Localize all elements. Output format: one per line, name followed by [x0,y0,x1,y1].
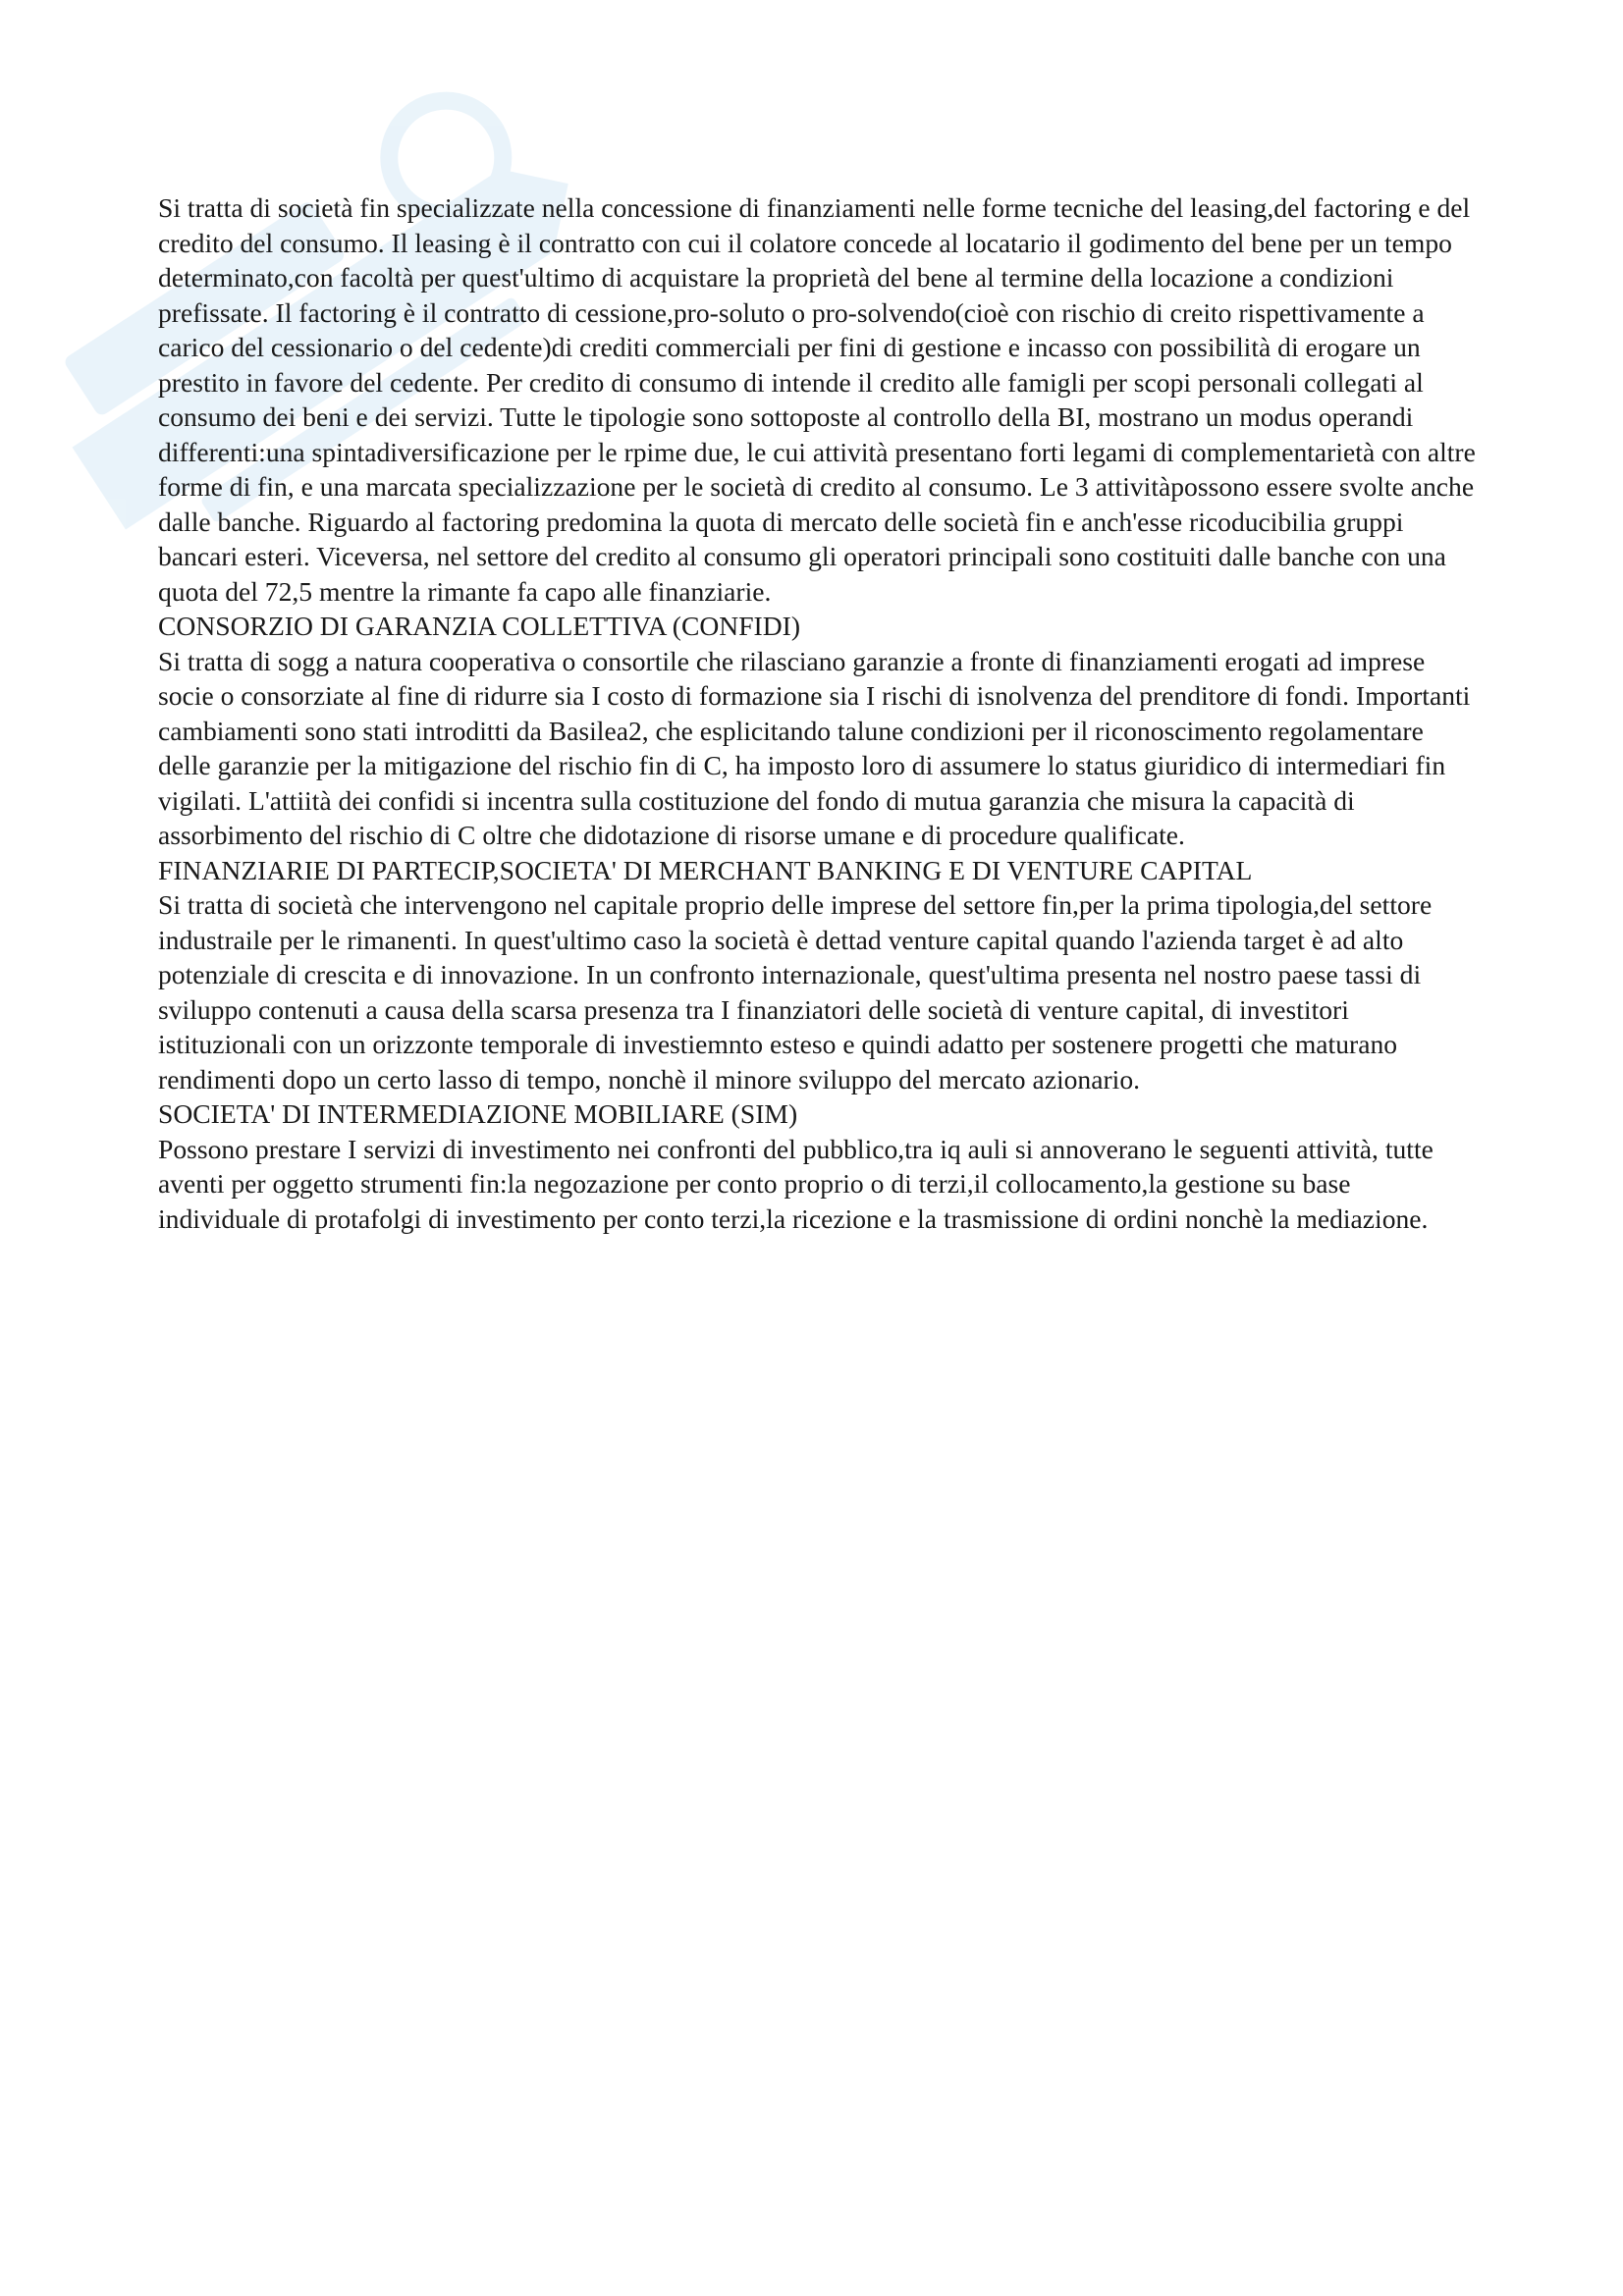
heading-finanziarie-partecipazione: FINANZIARIE DI PARTECIP,SOCIETA' DI MERCHANT BANKING E DI VENTURE CAPITAL [158,854,1253,885]
document-body [158,190,1479,1236]
paragraph-sim: Possono prestare I servizi di investimento nei confronti del pubblico,tra iq auli si annoverano le seguenti attività, tutte aventi per oggetto strumenti fin:la negozazione per conto proprio o di terzi,il collocamento,la gestione su base individuale di protafolgi di investimento per conto terzi,la ricezione e la trasmissione di ordini nonchè la mediazione. [158,1133,1434,1234]
heading-confidi: CONSORZIO DI GARANZIA COLLETTIVA (CONFIDI) [158,611,801,641]
paragraph-venture-capital: Si tratta di società che intervengono nel capitale proprio delle imprese del settore fin,per la prima tipologia,del settore industraile per le rimanenti. In quest'ultimo caso la società è dettad venture capital quando l'azienda target è ad alto potenziale di crescita e di innovazione. In un confronto internazionale, quest'ultima presenta nel nostro paese tassi di sviluppo contenuti a causa della scarsa presenza tra I finanziatori delle società di venture capital, di investitori istituzionali con un orizzonte temporale di investiemnto esteso e quindi adatto per sostenere progetti che maturano rendimenti dopo un certo lasso di tempo, nonchè il minore sviluppo del mercato azionario. [158,889,1433,1095]
paragraph-intro: Si tratta di società fin specializzate nella concessione di finanziamenti nelle forme tecniche del leasing,del factoring e del credito del consumo. Il leasing è il contratto con cui il colatore concede al locatario il godimento del bene per un tempo determinato,con facoltà per quest'ultimo di acquistare la proprietà del bene al termine della locazione a condizioni prefissate. Il factoring è il contratto di cessione,pro-soluto o pro-solvendo(cioè con rischio di creito rispettivamente a carico del cessionario o del cedente)di crediti commerciali per fini di gestione e incasso con possibilità di erogare un prestito in favore del cedente. Per credito di consumo di intende il credito alle famigli per scopi personali collegati al consumo dei beni e dei servizi. Tutte le tipologie sono sottoposte al controllo della BI, mostrano un modus operandi differenti:una spintadiversificazione per le rpime due, le cui attività presentano forti legami di complementarietà con altre forme di fin, e una marcata specializzazione per le società di credito al consumo. Le 3 attivitàpossono essere svolte anche dalle banche. Riguardo al factoring predomina la quota di mercato delle società fin e anch'esse ricoducibilia gruppi bancari esteri. Viceversa, nel settore del credito al consumo gli operatori principali sono costituiti dalle banche con una quota del 72,5 mentre la rimante fa capo alle finanziarie. [158,192,1476,607]
paragraph-confidi: Si tratta di sogg a natura cooperativa o consortile che rilasciano garanzie a fronte di finanziamenti erogati ad imprese socie o consorziate al fine di ridurre sia I costo di formazione sia I rischi di isnolvenza del prenditore di fondi. Importanti cambiamenti sono stati introditti da Basilea2, che esplicitando talune condizioni per il riconoscimento regolamentare delle garanzie per la mitigazione del rischio fin di C, ha imposto loro di assumere lo status giuridico di intermediari fin vigilati. L'attiità dei confidi si incentra sulla costituzione del fondo di mutua garanzia che misura la capacità di assorbimento del rischio di C oltre che didotazione di risorse umane e di procedure qualificate. [158,645,1471,850]
heading-sim: SOCIETA' DI INTERMEDIAZIONE MOBILIARE (SIM) [158,1098,798,1129]
